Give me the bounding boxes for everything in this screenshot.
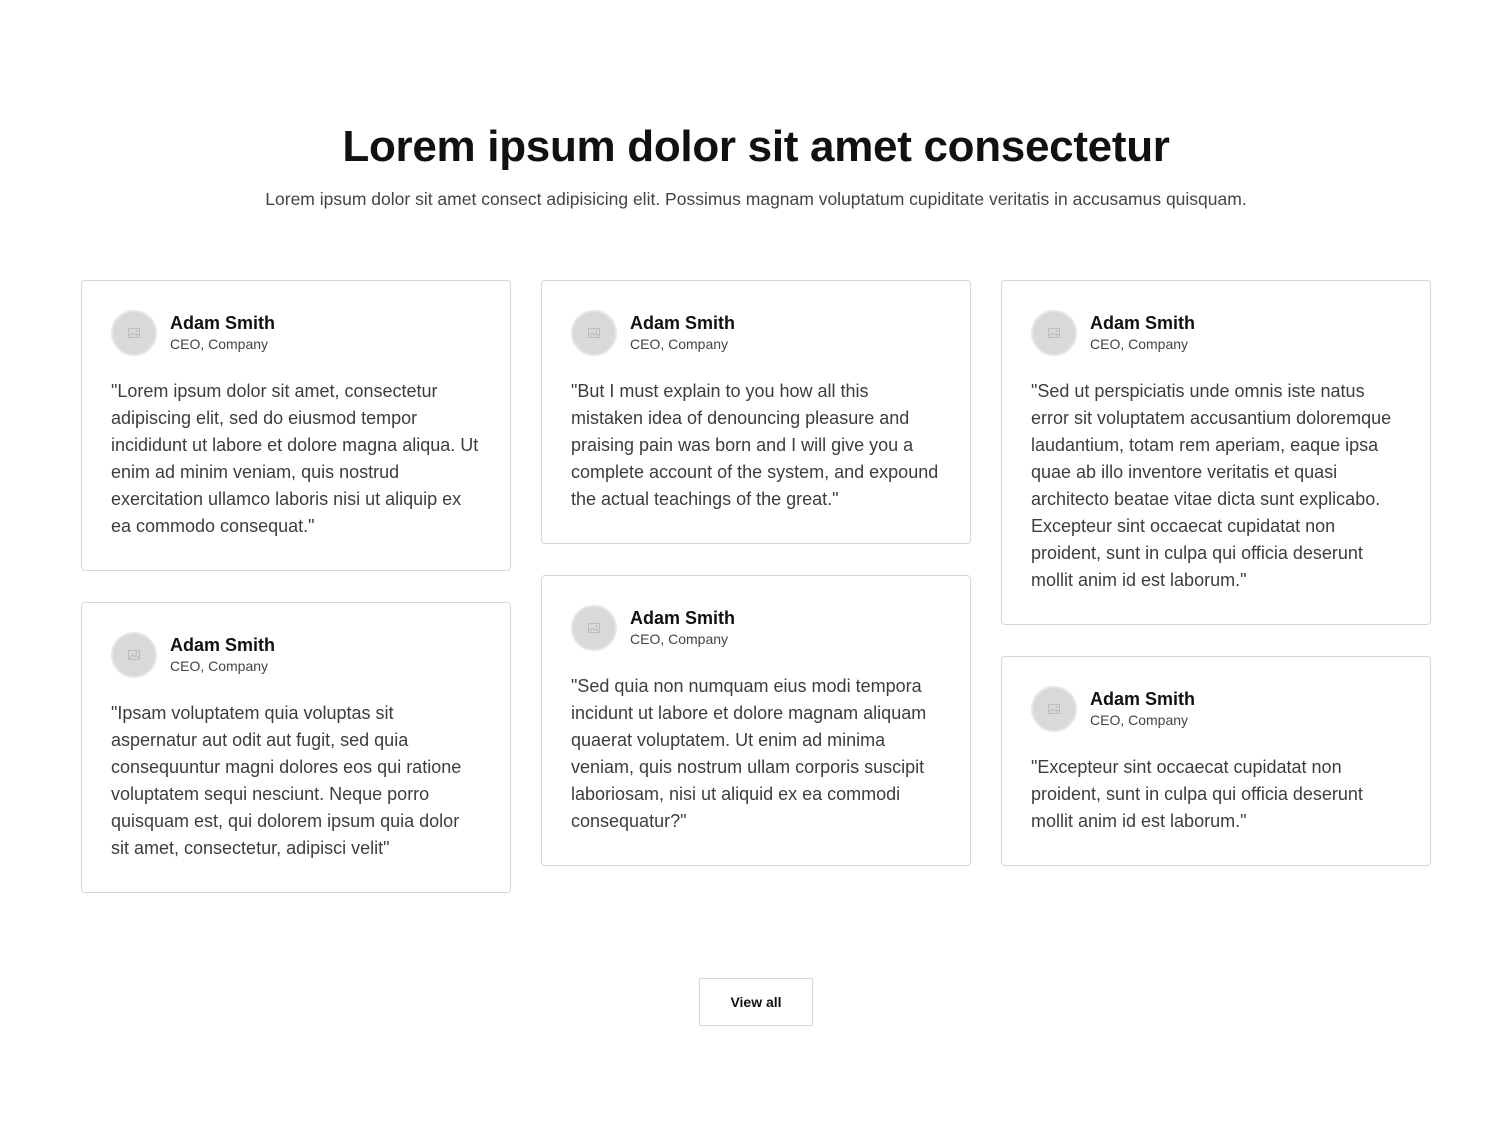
author-role: CEO, Company (630, 336, 729, 352)
testimonial-card (541, 280, 971, 544)
author-name: Adam Smith (170, 313, 276, 333)
testimonial-header (111, 630, 482, 680)
image-placeholder-icon (1048, 704, 1060, 714)
image-placeholder-icon (128, 650, 140, 660)
image-placeholder-icon (588, 328, 600, 338)
author-name: Adam Smith (1090, 313, 1196, 333)
avatar (111, 632, 157, 678)
testimonial-quote: "Ipsam voluptatem quia voluptas sit aspernatur aut odit aut fugit, sed quia consequuntur magni dolores eos qui ratione voluptatem sequi nesciunt. Neque porro quisquam est, qui dolorem ipsum quia dolor sit amet, consectetur, adipisci velit" (111, 703, 462, 858)
testimonial-quote: "Sed quia non numquam eius modi tempora incidunt ut labore et dolore magnam aliquam quaerat voluptatem. Ut enim ad minima veniam, quis nostrum ullam corporis suscipit laboriosam, nisi ut aliquid ex ea commodi consequatur?" (571, 676, 927, 831)
author-role: CEO, Company (1090, 712, 1189, 728)
testimonial-header (1031, 684, 1402, 734)
testimonial-card (81, 280, 511, 571)
testimonial-header (571, 603, 942, 653)
author-name: Adam Smith (630, 313, 736, 333)
author-info (1090, 688, 1195, 730)
testimonial-quote: "Sed ut perspiciatis unde omnis iste natus error sit voluptatem accusantium doloremque laudantium, totam rem aperiam, eaque ipsa quae ab illo inventore veritatis et quasi architecto beatae vitae dicta sunt explicabo. Excepteur sint occaecat cupidatat non proident, sunt in culpa qui officia deserunt mollit anim id est laborum." (1031, 381, 1392, 590)
view-all-button[interactable]: View all (699, 978, 813, 1026)
author-role: CEO, Company (170, 658, 269, 674)
author-role: CEO, Company (170, 336, 269, 352)
testimonial-column-2 (541, 280, 971, 897)
avatar (571, 605, 617, 651)
image-placeholder-icon (588, 623, 600, 633)
image-placeholder-icon (128, 328, 140, 338)
author-info (630, 607, 735, 649)
section-title: Lorem ipsum dolor sit amet consectetur (342, 122, 1170, 171)
testimonial-card (81, 602, 511, 893)
author-info (170, 312, 275, 354)
testimonial-card (1001, 280, 1431, 625)
testimonial-card (541, 575, 971, 866)
testimonial-header (571, 308, 942, 358)
author-info (630, 312, 735, 354)
author-role: CEO, Company (1090, 336, 1189, 352)
testimonial-card (1001, 656, 1431, 866)
testimonial-column-3 (1001, 280, 1431, 897)
author-info (1090, 312, 1195, 354)
author-role: CEO, Company (630, 631, 729, 647)
author-name: Adam Smith (1090, 689, 1196, 709)
avatar (1031, 310, 1077, 356)
avatar (111, 310, 157, 356)
avatar (1031, 686, 1077, 732)
image-placeholder-icon (1048, 328, 1060, 338)
testimonial-quote: "But I must explain to you how all this mistaken idea of denouncing pleasure and praising pain was born and I will give you a complete account of the system, and expound the actual teachings of the great." (571, 381, 939, 509)
testimonial-column-1 (81, 280, 511, 924)
testimonial-header (1031, 308, 1402, 358)
testimonial-header (111, 308, 482, 358)
author-name: Adam Smith (630, 608, 736, 628)
testimonial-quote: "Lorem ipsum dolor sit amet, consectetur adipiscing elit, sed do eiusmod tempor incididunt ut labore et dolore magna aliqua. Ut enim ad minim veniam, quis nostrud exercitation ullamco laboris nisi ut aliquip ex ea commodo consequat." (111, 381, 479, 536)
author-name: Adam Smith (170, 635, 276, 655)
author-info (170, 634, 275, 676)
testimonial-quote: "Excepteur sint occaecat cupidatat non proident, sunt in culpa qui officia deserunt mollit anim id est laborum." (1031, 757, 1363, 831)
avatar (571, 310, 617, 356)
section-subtitle: Lorem ipsum dolor sit amet consect adipisicing elit. Possimus magnam voluptatum cupiditate veritatis in accusamus quisquam. (265, 189, 1247, 209)
